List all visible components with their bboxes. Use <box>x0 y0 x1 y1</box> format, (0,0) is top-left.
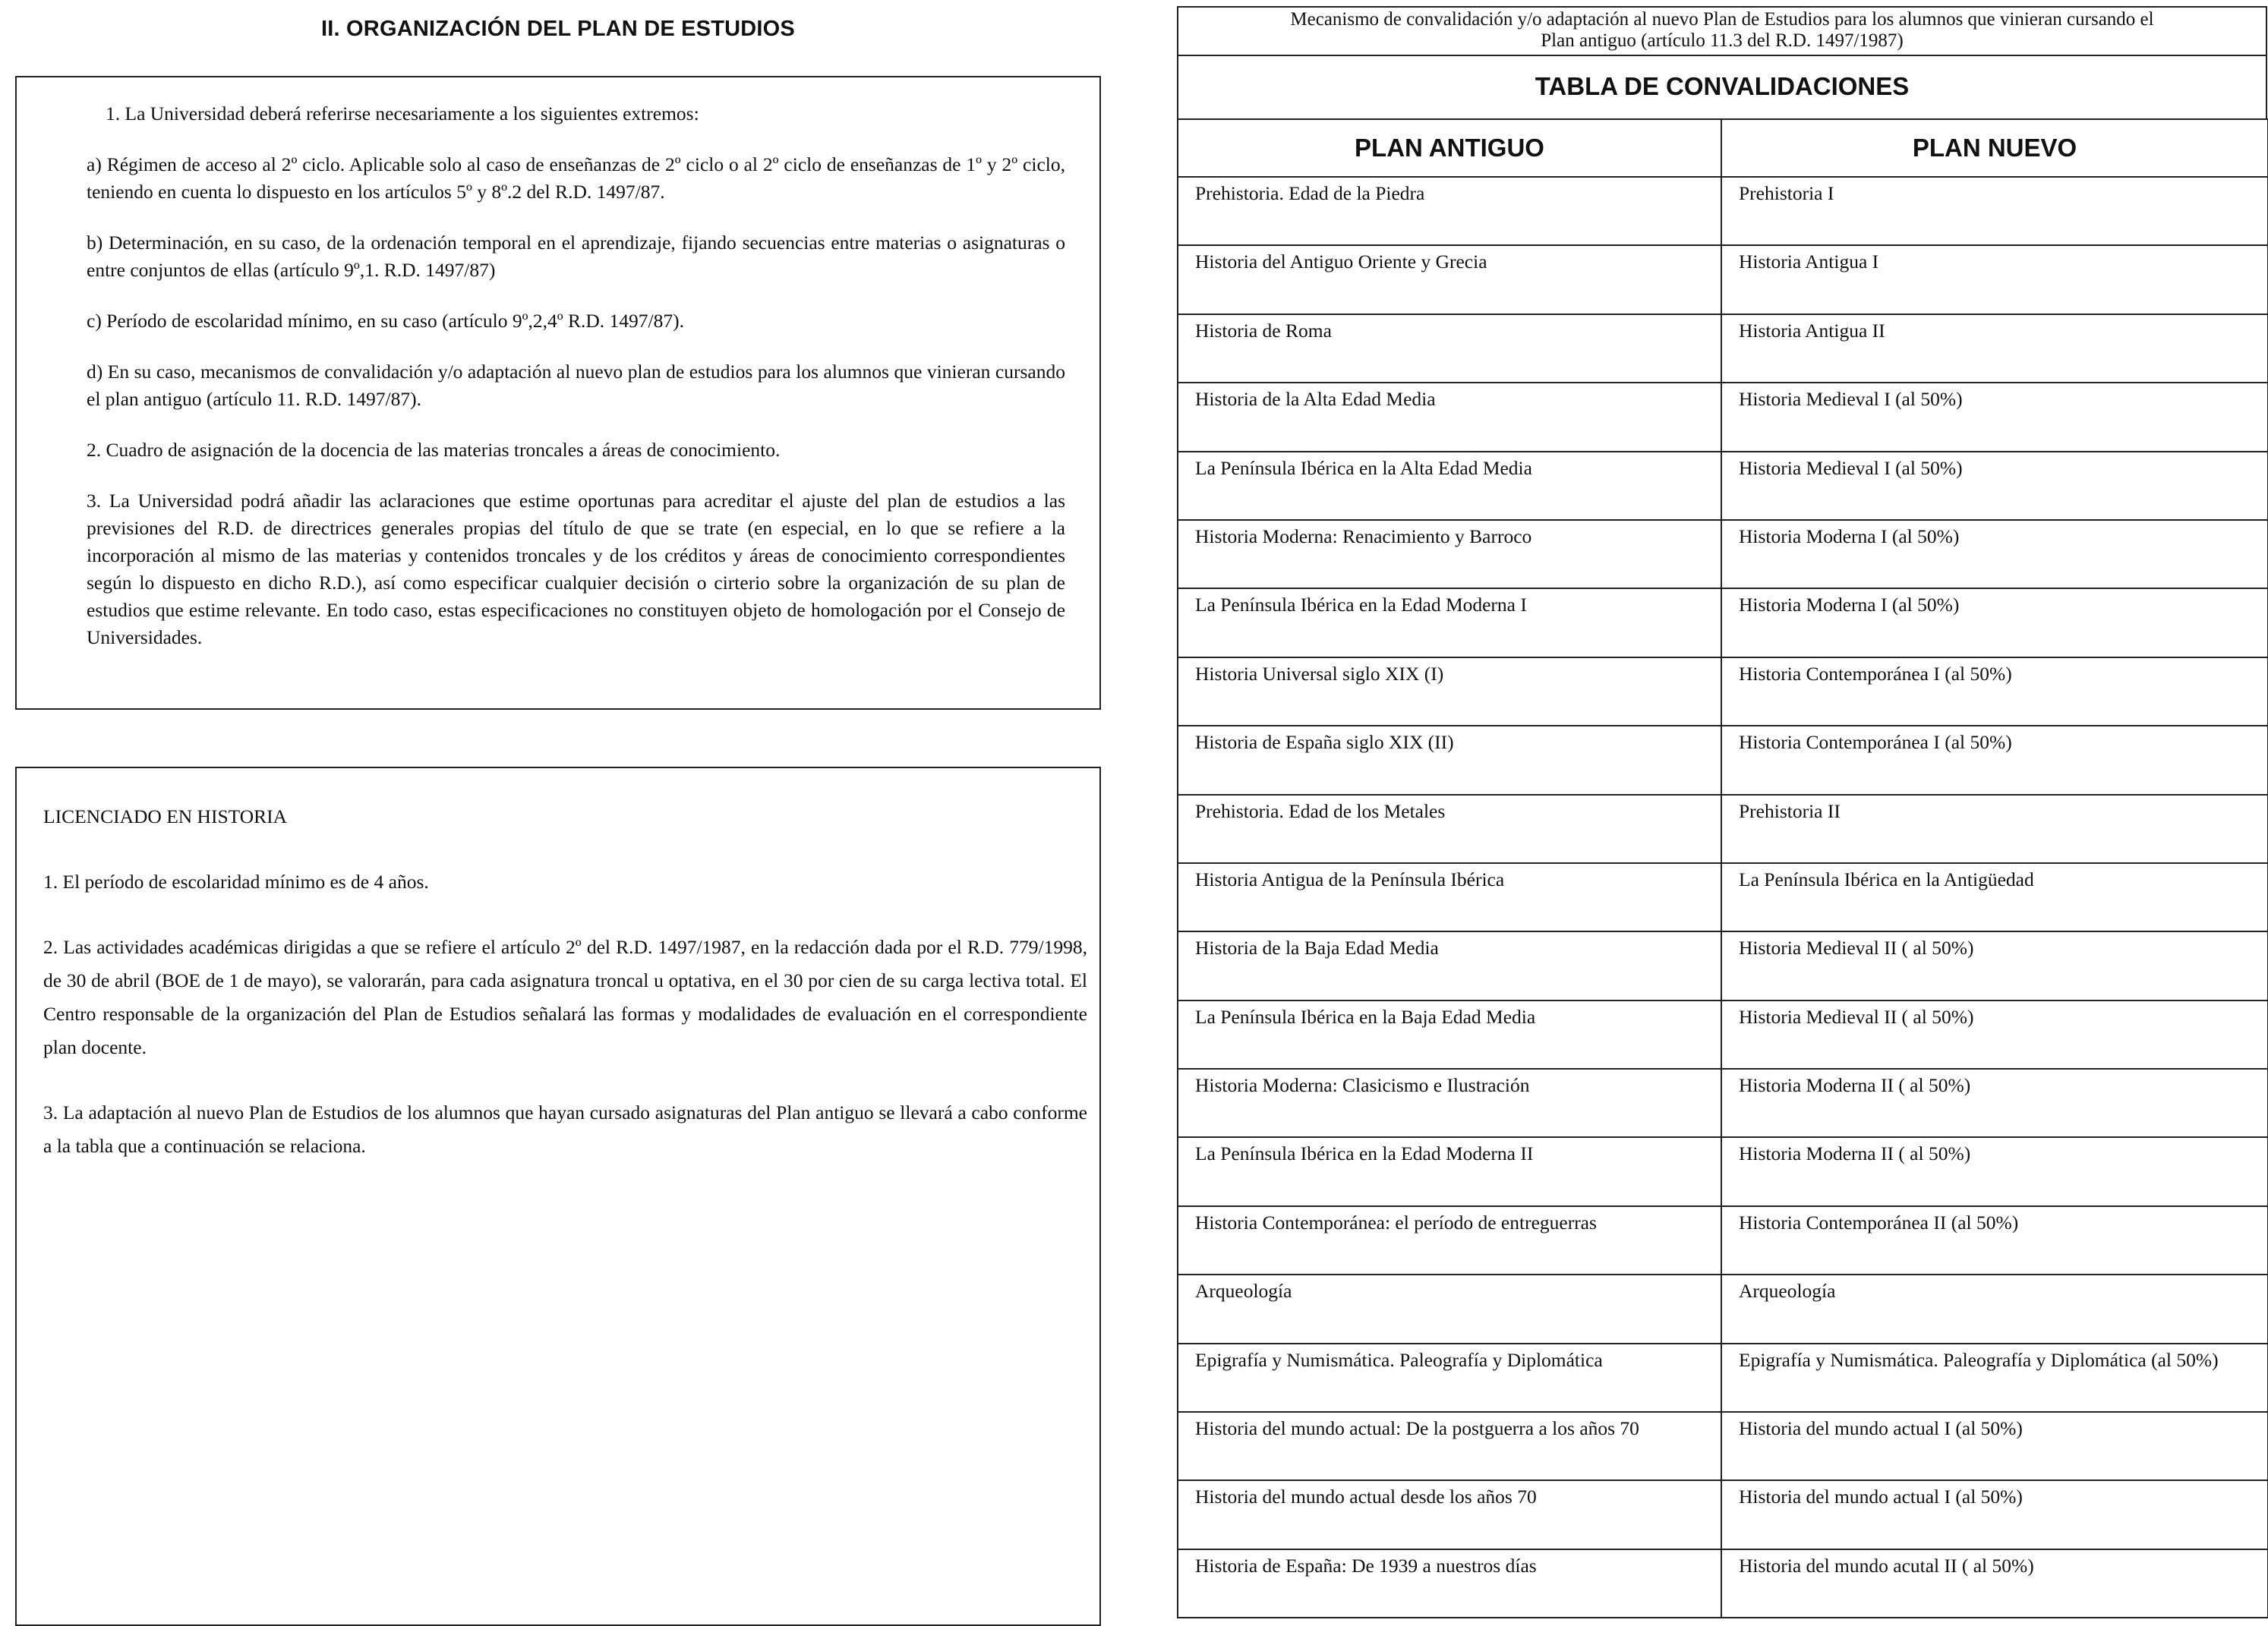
plan-nuevo-cell: La Península Ibérica en la Antigüedad <box>1721 863 2268 931</box>
plan-antiguo-cell: Historia Universal siglo XIX (I) <box>1178 657 1721 726</box>
convalidation-caption <box>1177 6 2267 55</box>
instruction-paragraph: d) En su caso, mecanismos de convalidación y/o adaptación al nuevo plan de estudios para los alumnos que vinieran cursando el plan antiguo (artículo 11. R.D. 1497/87). <box>87 361 1065 410</box>
column-header-plan-antiguo: PLAN ANTIGUO <box>1178 119 1721 177</box>
table-row <box>1178 931 2268 1000</box>
degree-box <box>15 767 1101 1626</box>
plan-antiguo-cell: Prehistoria. Edad de la Piedra <box>1178 177 1721 245</box>
plan-nuevo-cell: Epigrafía y Numismática. Paleografía y Diplomática (al 50%) <box>1721 1344 2268 1412</box>
plan-antiguo-cell: Historia Moderna: Renacimiento y Barroco <box>1178 520 1721 588</box>
plan-antiguo-cell: Historia de Roma <box>1178 314 1721 383</box>
plan-nuevo-cell: Historia Medieval II ( al 50%) <box>1721 931 2268 1000</box>
plan-nuevo-cell: Historia Moderna II ( al 50%) <box>1721 1137 2268 1205</box>
plan-nuevo-cell: Historia Moderna II ( al 50%) <box>1721 1069 2268 1137</box>
plan-nuevo-cell: Historia del mundo acutal II ( al 50%) <box>1721 1549 2268 1618</box>
plan-antiguo-cell: Arqueología <box>1178 1275 1721 1343</box>
instruction-paragraph: 3. La Universidad podrá añadir las aclaraciones que estime oportunas para acreditar el ajuste del plan de estudios a las previsiones del R.D. de directrices generales propias del título de que se trate (en especial, en lo que se refiere a la incorporación al mismo de las materias y contenidos troncales y de los créditos y áreas de conocimiento correspondientes según lo dispuesto en dicho R.D.), así como especificar cualquier decisión o cirterio sobre la organización de su plan de estudios que estime relevante. En todo caso, estas especificaciones no constituyen objeto de homologación por el Consejo de Universidades. <box>87 490 1065 648</box>
convalidation-table <box>1177 118 2268 1618</box>
table-row <box>1178 657 2268 726</box>
table-row <box>1178 795 2268 863</box>
plan-nuevo-cell: Historia Contemporánea I (al 50%) <box>1721 726 2268 794</box>
plan-antiguo-cell: Historia del Antiguo Oriente y Grecia <box>1178 245 1721 314</box>
instruction-paragraph: 1. La Universidad deberá referirse necesariamente a los siguientes extremos: <box>106 102 699 124</box>
plan-nuevo-cell: Prehistoria I <box>1721 177 2268 245</box>
table-row <box>1178 245 2268 314</box>
table-row <box>1178 1137 2268 1205</box>
table-row <box>1178 1275 2268 1343</box>
plan-antiguo-cell: Historia Antigua de la Península Ibérica <box>1178 863 1721 931</box>
plan-nuevo-cell: Historia Contemporánea I (al 50%) <box>1721 657 2268 726</box>
plan-antiguo-cell: La Península Ibérica en la Baja Edad Media <box>1178 1000 1721 1069</box>
table-row <box>1178 588 2268 657</box>
instruction-paragraph: c) Período de escolaridad mínimo, en su caso (artículo 9º,2,4º R.D. 1497/87). <box>87 310 685 332</box>
plan-antiguo-cell: Historia de España siglo XIX (II) <box>1178 726 1721 794</box>
plan-nuevo-cell: Historia del mundo actual I (al 50%) <box>1721 1480 2268 1549</box>
table-title: TABLA DE CONVALIDACIONES <box>1177 55 2267 118</box>
table-row <box>1178 452 2268 520</box>
caption-line: Plan antiguo (artículo 11.3 del R.D. 1497/1987) <box>1541 30 1904 51</box>
table-row <box>1178 1549 2268 1618</box>
plan-antiguo-cell: La Península Ibérica en la Edad Moderna I <box>1178 588 1721 657</box>
table-row <box>1178 1000 2268 1069</box>
table-row <box>1178 177 2268 245</box>
instruction-paragraph: 2. Cuadro de asignación de la docencia de las materias troncales a áreas de conocimiento. <box>87 439 781 461</box>
table-row <box>1178 863 2268 931</box>
plan-nuevo-cell: Historia Moderna I (al 50%) <box>1721 588 2268 657</box>
table-row <box>1178 1480 2268 1549</box>
degree-title: LICENCIADO EN HISTORIA <box>43 805 288 827</box>
convalidation-section <box>1177 6 2267 1618</box>
table-row <box>1178 383 2268 451</box>
plan-nuevo-cell: Historia Contemporánea II (al 50%) <box>1721 1206 2268 1275</box>
plan-nuevo-cell: Historia Antigua I <box>1721 245 2268 314</box>
table-row <box>1178 1412 2268 1480</box>
plan-antiguo-cell: Prehistoria. Edad de los Metales <box>1178 795 1721 863</box>
plan-nuevo-cell: Historia Medieval II ( al 50%) <box>1721 1000 2268 1069</box>
plan-antiguo-cell: Historia de la Baja Edad Media <box>1178 931 1721 1000</box>
table-header-row <box>1178 119 2268 177</box>
plan-antiguo-cell: Historia del mundo actual desde los años 70 <box>1178 1480 1721 1549</box>
plan-antiguo-cell: Historia de la Alta Edad Media <box>1178 383 1721 451</box>
plan-antiguo-cell: Historia del mundo actual: De la postguerra a los años 70 <box>1178 1412 1721 1480</box>
plan-antiguo-cell: Epigrafía y Numismática. Paleografía y Diplomática <box>1178 1344 1721 1412</box>
plan-antiguo-cell: Historia Moderna: Clasicismo e Ilustración <box>1178 1069 1721 1137</box>
instructions-box <box>15 76 1101 710</box>
plan-antiguo-cell: La Península Ibérica en la Edad Moderna II <box>1178 1137 1721 1205</box>
plan-nuevo-cell: Historia del mundo actual I (al 50%) <box>1721 1412 2268 1480</box>
instruction-paragraph: b) Determinación, en su caso, de la ordenación temporal en el aprendizaje, fijando secuencias entre materias o asignaturas o entre conjuntos de ellas (artículo 9º,1. R.D. 1497/87) <box>87 232 1065 281</box>
plan-nuevo-cell: Historia Antigua II <box>1721 314 2268 383</box>
table-row <box>1178 1344 2268 1412</box>
table-row <box>1178 314 2268 383</box>
degree-paragraph: 2. Las actividades académicas dirigidas a que se refiere el artículo 2º del R.D. 1497/1987, en la redacción dada por el R.D. 779/1998, de 30 de abril (BOE de 1 de mayo), se valorarán, para cada asignatura troncal u optativa, en el 30 por cien de su carga lectiva total. El Centro responsable de la organización del Plan de Estudios señalará las formas y modalidades de evaluación en el correspondiente plan docente. <box>43 936 1087 1058</box>
column-header-plan-nuevo: PLAN NUEVO <box>1721 119 2268 177</box>
plan-nuevo-cell: Historia Medieval I (al 50%) <box>1721 452 2268 520</box>
plan-nuevo-cell: Historia Moderna I (al 50%) <box>1721 520 2268 588</box>
table-row <box>1178 520 2268 588</box>
instruction-paragraph: a) Régimen de acceso al 2º ciclo. Aplicable solo al caso de enseñanzas de 2º ciclo o al 2º ciclo de enseñanzas de 1º y 2º ciclo, teniendo en cuenta lo dispuesto en los artículos 5º y 8º.2 del R.D. 1497/87. <box>87 153 1065 203</box>
caption-line: Mecanismo de convalidación y/o adaptación al nuevo Plan de Estudios para los alumnos que vinieran cursando el <box>1290 9 2154 30</box>
plan-antiguo-cell: La Península Ibérica en la Alta Edad Media <box>1178 452 1721 520</box>
plan-nuevo-cell: Arqueología <box>1721 1275 2268 1343</box>
degree-paragraph: 3. La adaptación al nuevo Plan de Estudios de los alumnos que hayan cursado asignaturas del Plan antiguo se llevará a cabo conforme a la tabla que a continuación se relaciona. <box>43 1101 1087 1157</box>
degree-paragraph: 1. El período de escolaridad mínimo es de 4 años. <box>43 871 429 893</box>
table-row <box>1178 1069 2268 1137</box>
section-title: II. ORGANIZACIÓN DEL PLAN DE ESTUDIOS <box>321 17 795 41</box>
table-row <box>1178 1206 2268 1275</box>
plan-nuevo-cell: Prehistoria II <box>1721 795 2268 863</box>
table-row <box>1178 726 2268 794</box>
plan-antiguo-cell: Historia de España: De 1939 a nuestros días <box>1178 1549 1721 1618</box>
plan-antiguo-cell: Historia Contemporánea: el período de entreguerras <box>1178 1206 1721 1275</box>
plan-nuevo-cell: Historia Medieval I (al 50%) <box>1721 383 2268 451</box>
